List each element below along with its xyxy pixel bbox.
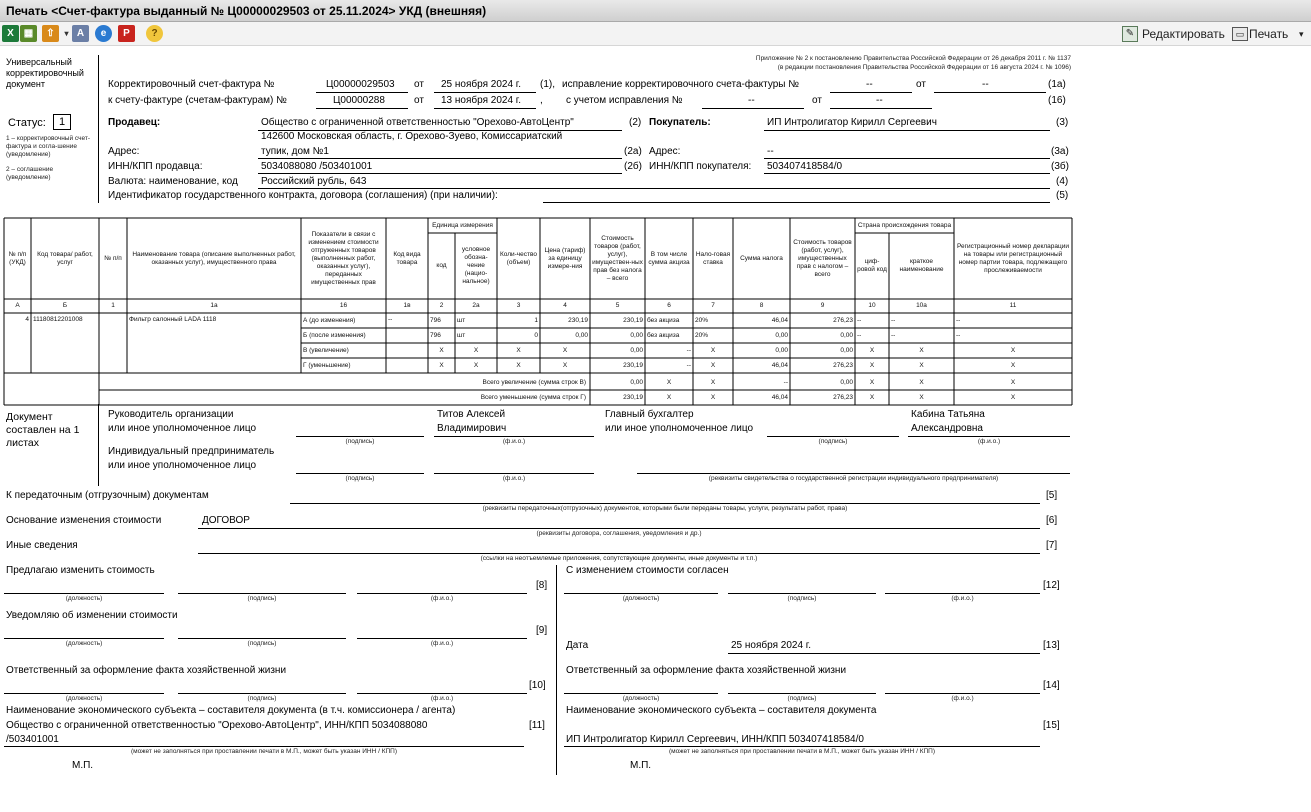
pdf-icon[interactable]: P (118, 25, 135, 42)
cell-ccode: -- (857, 332, 862, 339)
cell-total: 276,23 (833, 317, 853, 324)
header-h_code: Код товара/ работ, услуг (37, 250, 93, 266)
cell-qty: 1 (534, 317, 538, 324)
cell-usym: шт (457, 317, 466, 324)
header-country-name: краткое наименование (899, 258, 944, 273)
corr-label: Корректировочный счет-фактура № (108, 79, 275, 90)
cell-decl: X (1010, 347, 1016, 354)
cell-cname: X (919, 347, 924, 354)
header-h_total: Стоимость товаров (работ, услуг), имущественных прав с налогом – всего (793, 238, 852, 278)
seller-address-2: тупик, дом №1 (261, 146, 329, 157)
table-icon[interactable]: ▦ (20, 25, 37, 42)
basis-value: ДОГОВОР (202, 515, 250, 526)
doc-made: Документ составлен на 1 листах (6, 411, 80, 449)
column-number: 1а (210, 302, 218, 309)
header-country-code: циф-ровой код (857, 258, 887, 273)
cell-rate: X (710, 362, 716, 369)
cell-cname: X (919, 362, 924, 369)
header-h_name: Наименование товара (описание выполненных работ, оказанных услуг), имущественного права (132, 250, 296, 266)
cell-tax: 46,04 (771, 317, 788, 324)
header-h_ind: Показатели в связи с изменением стоимости отгруженных товаров (выполненных работ, оказанных услуг), переданных имущественных прав (308, 230, 379, 286)
cell-ucode: 796 (430, 332, 441, 339)
inv-date: 13 ноября 2024 г. (441, 95, 521, 106)
cell-excise: без акциза (647, 332, 680, 339)
total-ccode: X (869, 379, 875, 386)
total-excise: X (666, 379, 672, 386)
cell-total: 0,00 (840, 332, 853, 339)
side-title: Универсальный корректировочный документ (6, 57, 84, 89)
total-rate: X (710, 379, 716, 386)
cell-total: 0,00 (840, 347, 853, 354)
appendix-line2: (в редакции постановления Правительства Российской Федерации от 16 августа 2024 г. № 1096) (777, 64, 1071, 71)
cell-usym: X (473, 362, 479, 369)
column-number: 6 (667, 302, 671, 309)
column-number: 10 (868, 302, 876, 309)
item-code: 11180812201008 (33, 316, 83, 323)
cell-cost: 0,00 (630, 332, 643, 339)
row-number: 4 (25, 316, 29, 323)
cell-tax: 0,00 (775, 347, 788, 354)
column-number: Б (62, 302, 68, 309)
cell-qty: X (516, 362, 521, 369)
column-number: 5 (615, 302, 620, 309)
status-value: 1 (53, 114, 71, 130)
column-number: 4 (563, 302, 567, 309)
inv-number: Ц00000288 (333, 95, 385, 106)
text-icon[interactable]: A (72, 25, 89, 42)
item-name: Фильтр салонный LADA 1118 (129, 316, 217, 323)
status-note-2: 2 – соглашение (уведомление) (6, 166, 54, 181)
header-unit-symbol: условное обозна-чение (нацио-нальное) (461, 246, 491, 285)
cell-ccode: X (869, 347, 875, 354)
row-label: Б (после изменения) (303, 332, 366, 339)
cell-cost: 230,19 (623, 317, 643, 324)
column-number: 2 (439, 302, 444, 309)
header-h_qty: Коли-чество (объем) (499, 250, 538, 266)
buyer-address: -- (767, 146, 774, 157)
cell-total: 276,23 (833, 362, 853, 369)
column-number: 8 (759, 302, 764, 309)
appendix-line1: Приложение № 2 к постановлению Правительства Российской Федерации от 26 декабря 2011 г. № 1137 (755, 55, 1071, 62)
header-h_tax: Сумма налога (740, 254, 783, 262)
subject-right: ИП Интролигатор Кирилл Сергеевич, ИНН/КПП 503407418584/0 (566, 734, 864, 745)
cell-ucode: 796 (430, 317, 441, 324)
cell-excise: -- (686, 362, 691, 369)
column-number: 1 (111, 302, 115, 309)
header-country: Страна происхождения товара (857, 221, 952, 229)
header-unit-code: код (436, 262, 447, 269)
excel-icon[interactable]: X (2, 25, 19, 42)
cell-price: X (562, 347, 568, 354)
buyer-label: Покупатель: (649, 117, 711, 128)
column-number: 16 (339, 302, 348, 309)
cell-decl: -- (956, 332, 961, 339)
cell-ucode: X (439, 347, 444, 354)
row-label: Г (уменьшение) (303, 362, 351, 369)
stamp-right: М.П. (630, 760, 652, 771)
cell-rate: X (710, 347, 716, 354)
cell-excise: без акциза (647, 317, 680, 324)
total-tax: 46,04 (771, 394, 788, 401)
column-number: 1в (403, 302, 411, 309)
total-label: Всего увеличение (сумма строк В) (482, 379, 586, 386)
header-h_decl: Регистрационный номер декларации на товары или регистрационный номер партии товара, подлежащего прослеживаемости (956, 242, 1070, 274)
cell-decl: -- (956, 317, 961, 324)
total-label: Всего уменьшение (сумма строк Г) (480, 394, 586, 401)
seller-inn: 5034088080 /503401001 (261, 161, 373, 172)
browser-icon[interactable]: e (95, 25, 112, 42)
header-h_kind: Код вида товара (393, 250, 421, 266)
stamp-left: М.П. (72, 760, 94, 771)
total-cost: 0,00 (630, 379, 643, 386)
header-h_price: Цена (тариф) за единицу измере-ния (544, 246, 586, 270)
cell-tax: 0,00 (775, 332, 788, 339)
total-cname: X (919, 379, 924, 386)
column-number: 9 (820, 302, 825, 309)
head-name-2: Владимирович (437, 423, 507, 434)
row-label: В (увеличение) (303, 347, 349, 354)
corr-number: Ц00000029503 (326, 79, 395, 90)
column-number: 3 (516, 302, 521, 309)
cell-tax: 46,04 (771, 362, 788, 369)
help-icon[interactable]: ? (146, 25, 163, 42)
cell-cost: 0,00 (630, 347, 643, 354)
cell-ccode: X (869, 362, 875, 369)
total-excise: X (666, 394, 672, 401)
column-number: 7 (711, 302, 715, 309)
cell-usym: X (473, 347, 479, 354)
total-decl: X (1010, 379, 1016, 386)
chevron-down-icon[interactable]: ▾ (64, 29, 69, 38)
date-value: 25 ноября 2024 г. (731, 640, 811, 651)
total-cost: 230,19 (623, 394, 643, 401)
cell-usym: шт (457, 332, 466, 339)
status-note-1: 1 – корректировочный счет-фактура и согла-шение (уведомление) (6, 135, 91, 158)
header-h_n2: № п/п (104, 254, 122, 262)
cell-excise: -- (686, 347, 691, 354)
currency: Российский рубль, 643 (261, 176, 367, 187)
corr-date: 25 ноября 2024 г. (441, 79, 521, 90)
subject-left-2: /503401001 (6, 734, 59, 745)
printer-icon[interactable]: ▭ (1232, 27, 1248, 41)
column-number: А (15, 302, 20, 309)
column-number: 2а (472, 302, 480, 309)
edit-icon[interactable]: ✎ (1122, 26, 1138, 42)
total-decl: X (1010, 394, 1016, 401)
cell-rate: 20% (695, 332, 709, 339)
kind-value: -- (388, 316, 393, 323)
buyer-inn: 503407418584/0 (767, 161, 843, 172)
cell-price: 0,00 (575, 332, 588, 339)
buyer-name: ИП Интролигатор Кирилл Сергеевич (767, 117, 937, 128)
cell-price: X (562, 362, 568, 369)
cell-cname: -- (891, 317, 896, 324)
header-h_excise: В том числе сумма акциза (648, 250, 690, 266)
total-tax: -- (783, 379, 788, 386)
header-h_cost: Стоимость товаров (работ, услуг), имуществен-ных прав без налога – всего (592, 234, 643, 282)
subject-left-1: Общество с ограниченной ответственностью "Орехово-АвтоЦентр", ИНН/КПП 5034088080 (6, 720, 428, 731)
header-h_num: № п/п (УКД) (8, 250, 27, 266)
seller-name: Общество с ограниченной ответственностью "Орехово-АвтоЦентр" (261, 117, 574, 128)
cell-price: 230,19 (568, 317, 588, 324)
cell-qty: X (516, 347, 521, 354)
total-ccode: X (869, 394, 875, 401)
total-total: 276,23 (833, 394, 853, 401)
print-button[interactable]: Печать (1249, 27, 1289, 41)
accountant-name-2: Александровна (911, 423, 983, 434)
header-unit: Единица измерения (432, 221, 493, 229)
seller-label: Продавец: (108, 117, 161, 128)
cell-decl: X (1010, 362, 1016, 369)
cell-qty: 0 (534, 332, 538, 339)
total-total: 0,00 (840, 379, 853, 386)
accountant-name-1: Кабина Татьяна (911, 409, 985, 420)
head-name-1: Титов Алексей (437, 409, 506, 420)
cell-cost: 230,19 (623, 362, 643, 369)
cell-ccode: -- (857, 317, 862, 324)
inv-label: к счету-фактуре (счетам-фактурам) № (108, 95, 287, 106)
cell-rate: 20% (695, 317, 709, 324)
total-cname: X (919, 394, 924, 401)
status-label: Статус: (8, 117, 46, 129)
total-rate: X (710, 394, 716, 401)
print-menu-chevron-icon[interactable]: ▾ (1299, 29, 1304, 39)
cell-ucode: X (439, 362, 444, 369)
seller-address-1: 142600 Московская область, г. Орехово-Зуево, Комиссариатский (261, 131, 563, 142)
column-number: 11 (1009, 302, 1017, 309)
column-number: 10а (916, 302, 927, 309)
export-icon[interactable]: ⇧ (42, 25, 59, 42)
row-label: А (до изменения) (303, 317, 356, 324)
header-h_rate: Нало-говая ставка (695, 250, 731, 266)
window-title: Печать <Счет-фактура выданный № Ц00000029503 от 25.11.2024> УКД (внешняя) (0, 0, 1311, 22)
cell-cname: -- (891, 332, 896, 339)
edit-button[interactable]: Редактировать (1142, 27, 1225, 41)
